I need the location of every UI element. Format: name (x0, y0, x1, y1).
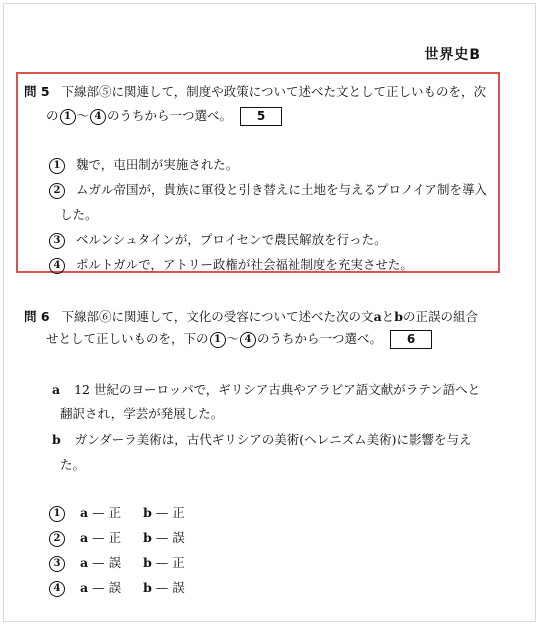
option-b-label: b (143, 580, 152, 595)
choice-text: ベルンシュタインが，プロイセンで農民解放を行った。 (75, 232, 387, 247)
choice-number: 2 (49, 183, 65, 199)
q5-stem1: 下線部⑤に関連して，制度や政策について述べた文として正しいものを，次 (61, 84, 487, 99)
option-number: 1 (49, 506, 65, 522)
choice-text: 魏で，屯田制が実施された。 (75, 157, 239, 172)
q5-stem-line1 (24, 82, 486, 100)
q5-tilde: ～ (76, 108, 90, 123)
subject-title: 世界史B (424, 47, 481, 63)
q5-stem2-pre: の (46, 108, 59, 123)
option-dash: — (92, 555, 105, 570)
option-b-label: b (143, 505, 152, 520)
option-dash: — (92, 505, 105, 520)
option-a-value: 正 (108, 505, 122, 520)
option-b-label: b (143, 530, 152, 545)
q5-choice-2[interactable] (48, 180, 487, 199)
q5-answer-box[interactable]: 5 (240, 107, 282, 126)
statement-label: b (52, 432, 61, 447)
option-b-value: 正 (172, 555, 185, 570)
q6-option-4[interactable] (48, 578, 185, 597)
option-a-value: 正 (108, 530, 122, 545)
q6-stem1-pre: 下線部⑥に関連して，文化の受容について述べた次の文 (61, 309, 374, 324)
option-dash: — (155, 530, 169, 545)
q6-statement-a (52, 380, 480, 398)
option-dash: — (155, 580, 169, 595)
option-dash: — (92, 530, 105, 545)
option-number: 3 (49, 556, 65, 572)
q5-choice-1[interactable] (48, 155, 238, 174)
q6-stem1-mid: と (381, 309, 395, 324)
q6-tilde: ～ (226, 331, 240, 346)
q6-stem2-pre: せとして正しいものを，下の (46, 331, 209, 346)
option-b-value: 誤 (172, 530, 185, 545)
q6-label: 問 6 (24, 309, 50, 324)
q6-option-2[interactable] (48, 528, 185, 547)
q5-stem2-post: のうちから一つ選べ。 (107, 108, 233, 123)
statement-text: 12 世紀のヨーロッパで，ギリシア古典やアラビア語文献がラテン語へと (74, 382, 481, 397)
choice-text: ムガル帝国が，貴族に軍役と引き替えに土地を与えるプロノイア制を導入 (75, 182, 487, 197)
q5-choice-4[interactable] (48, 255, 413, 274)
choice-number: 3 (49, 233, 65, 249)
q5-choice-2-cont: した。 (60, 207, 98, 222)
option-b-value: 誤 (172, 580, 185, 595)
option-a-value: 誤 (108, 580, 122, 595)
option-a-label: a (79, 530, 89, 545)
circled-number-4: 4 (90, 109, 106, 125)
circled-number-1: 1 (60, 109, 76, 125)
q6-answer-box[interactable]: 6 (390, 330, 432, 349)
option-a-label: a (79, 555, 89, 570)
option-dash: — (92, 580, 105, 595)
option-number: 4 (49, 581, 65, 597)
circled-number-4: 4 (240, 332, 256, 348)
option-a-label: a (79, 505, 89, 520)
q6-statement-b-cont: た。 (60, 457, 86, 472)
q6-stem1-a: a (373, 309, 382, 324)
q6-stem-line2 (46, 329, 432, 349)
option-dash: — (155, 505, 169, 520)
circled-number-1: 1 (210, 332, 226, 348)
q6-option-3[interactable] (48, 553, 185, 572)
statement-text: ガンダーラ美術は，古代ギリシアの美術(ヘレニズム美術)に影響を与え (74, 432, 472, 447)
q6-stem2-post: のうちから一つ選べ。 (257, 331, 383, 346)
statement-label: a (52, 382, 61, 397)
option-number: 2 (49, 531, 65, 547)
q6-statement-b (52, 430, 472, 448)
option-a-label: a (79, 580, 89, 595)
option-b-value: 正 (172, 505, 185, 520)
choice-number: 1 (49, 158, 65, 174)
q5-choice-3[interactable] (48, 230, 387, 249)
q5-stem-line2 (46, 106, 282, 126)
q6-statement-a-cont: 翻訳され，学芸が発展した。 (60, 406, 224, 421)
q6-stem1-post: の正誤の組合 (402, 309, 478, 324)
q6-stem-line1 (24, 307, 478, 325)
q5-label: 問 5 (24, 84, 50, 99)
q6-stem1-b: b (394, 309, 403, 324)
q6-option-1[interactable] (48, 503, 185, 522)
choice-number: 4 (49, 258, 65, 274)
option-dash: — (155, 555, 169, 570)
choice-text: ポルトガルで，アトリー政権が社会福祉制度を充実させた。 (75, 257, 413, 272)
option-b-label: b (143, 555, 152, 570)
option-a-value: 誤 (108, 555, 122, 570)
